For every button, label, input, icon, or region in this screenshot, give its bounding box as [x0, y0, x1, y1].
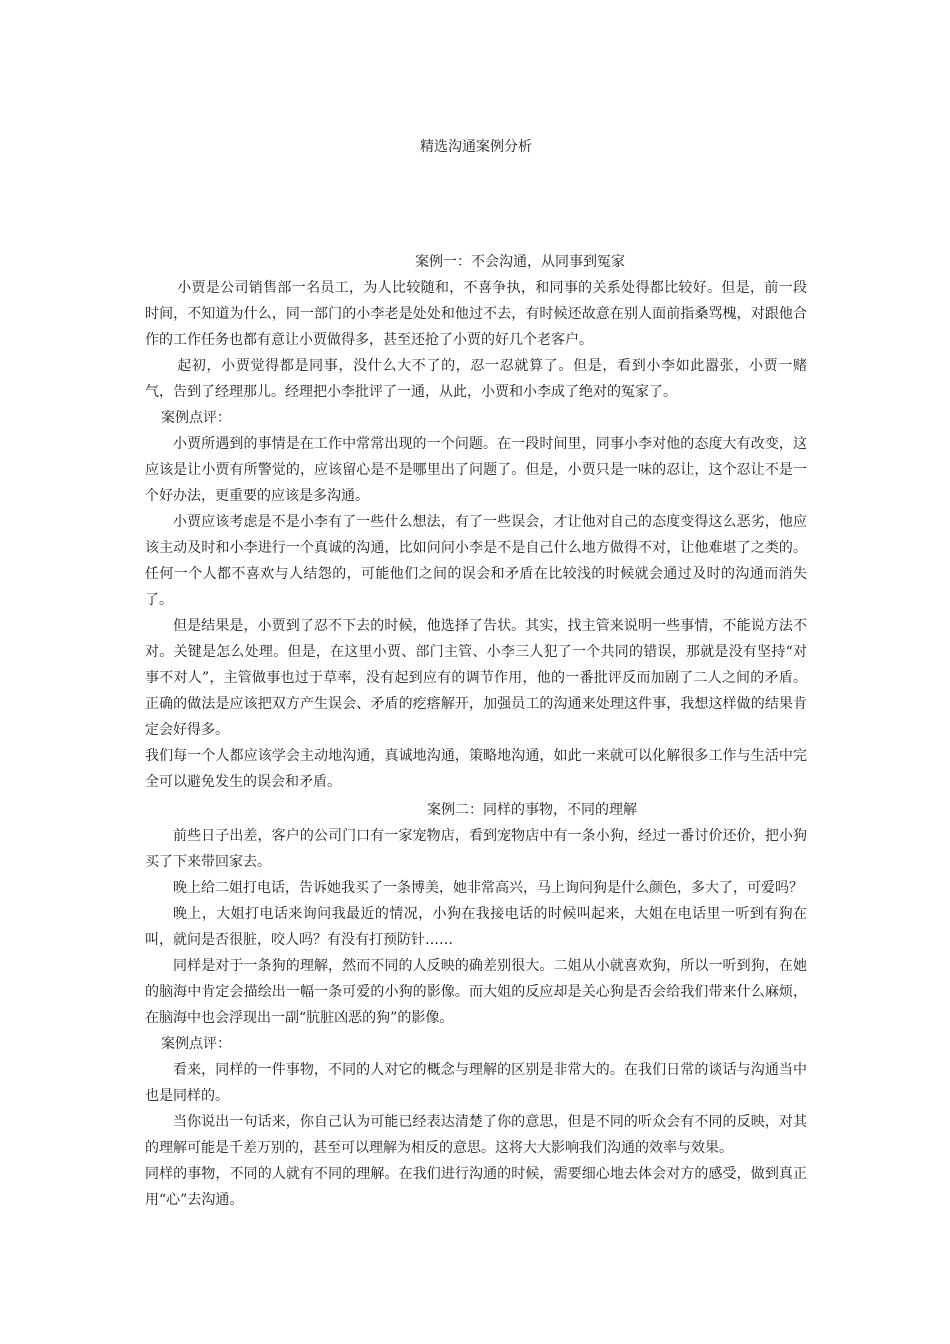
- case-two-review-paragraph: 看来，同样的一件事物，不同的人对它的概念与理解的区别是非常大的。在我们日常的谈话与沟通当中也是同样的。: [145, 1062, 807, 1104]
- case-two-section: [145, 797, 807, 1213]
- case-one-review-label: 案例点评：: [161, 410, 231, 426]
- case-two-paragraph: 晚上给二姐打电话，告诉她我买了一条博美，她非常高兴，马上询问狗是什么颜色，多大了，可爱吗？: [173, 880, 803, 896]
- case-one-review-paragraph: 小贾所遇到的事情是在工作中常常出现的一个问题。在一段时间里，同事小李对他的态度大有改变，这应该是让小贾有所警觉的，应该留心是不是哪里出了问题了。但是，小贾只是一味的忍让，这个忍让不是一个好办法，更重要的应该是多沟通。: [145, 436, 807, 504]
- case-one-section: [145, 249, 807, 795]
- case-one-conclusion: 我们每一个人都应该学会主动地沟通，真诚地沟通，策略地沟通，如此一来就可以化解很多工作与生活中完全可以避免发生的误会和矛盾。: [145, 748, 807, 790]
- case-one-review-paragraph: 但是结果是，小贾到了忍不下去的时候，他选择了告状。其实，找主管来说明一些事情，不能说方法不对。关键是怎么处理。但是，在这里小贾、部门主管、小李三人犯了一个共同的错误，那就是没有坚持“对事不对人”，主管做事也过于草率，没有起到应有的调节作用，他的一番批评反而加剧了二人之间的矛盾。正确的做法是应该把双方产生误会、矛盾的疙瘩解开，加强员工的沟通来处理这件事，我想这样做的结果肯定会好得多。: [145, 618, 807, 738]
- document-title: 精选沟通案例分析: [420, 139, 532, 155]
- case-two-paragraph: 前些日子出差，客户的公司门口有一家宠物店，看到宠物店中有一条小狗，经过一番讨价还价，把小狗买了下来带回家去。: [145, 828, 807, 870]
- case-one-paragraph: 起初，小贾觉得都是同事，没什么大不了的，忍一忍就算了。但是，看到小李如此嚣张，小贾一赌气，告到了经理那儿。经理把小李批评了一通，从此，小贾和小李成了绝对的冤家了。: [145, 358, 807, 400]
- case-one-heading: 案例一：不会沟通，从同事到冤家: [415, 254, 625, 270]
- case-two-review-label: 案例点评：: [161, 1036, 231, 1052]
- case-two-review-paragraph: 当你说出一句话来，你自己认为可能已经表达清楚了你的意思，但是不同的听众会有不同的反映，对其的理解可能是千差万别的，甚至可以理解为相反的意思。这将大大影响我们沟通的效率与效果。: [145, 1114, 807, 1156]
- case-two-paragraph: 同样是对于一条狗的理解，然而不同的人反映的确差别很大。二姐从小就喜欢狗，所以一听到狗，在她的脑海中肯定会描绘出一幅一条可爱的小狗的影像。而大姐的反应却是关心狗是否会给我们带来什么麻烦，在脑海中也会浮现出一副“肮脏凶恶的狗”的影像。: [145, 958, 807, 1026]
- case-one-paragraph: 小贾是公司销售部一名员工，为人比较随和，不喜争执，和同事的关系处得都比较好。但是，前一段时间，不知道为什么，同一部门的小李老是处处和他过不去，有时候还故意在别人面前指桑骂槐，对跟他合作的工作任务也都有意让小贾做得多，甚至还抢了小贾的好几个老客户。: [145, 280, 807, 348]
- case-two-paragraph: 晚上，大姐打电话来询问我最近的情况，小狗在我接电话的时候叫起来，大姐在电话里一听到有狗在叫，就问是否很脏，咬人吗？有没有打预防针……: [145, 906, 807, 948]
- case-one-review-paragraph: 小贾应该考虑是不是小李有了一些什么想法，有了一些误会，才让他对自己的态度变得这么恶劣，他应该主动及时和小李进行一个真诚的沟通，比如问问小李是不是自己什么地方做得不对，让他难堪了之类的。任何一个人都不喜欢与人结怨的，可能他们之间的误会和矛盾在比较浅的时候就会通过及时的沟通而消失了。: [145, 514, 807, 608]
- case-two-conclusion: 同样的事物，不同的人就有不同的理解。在我们进行沟通的时候，需要细心地去体会对方的感受，做到真正用“心”去沟通。: [145, 1166, 807, 1208]
- case-two-heading: 案例二：同样的事物，不同的理解: [427, 802, 637, 818]
- document-page: [145, 0, 807, 1344]
